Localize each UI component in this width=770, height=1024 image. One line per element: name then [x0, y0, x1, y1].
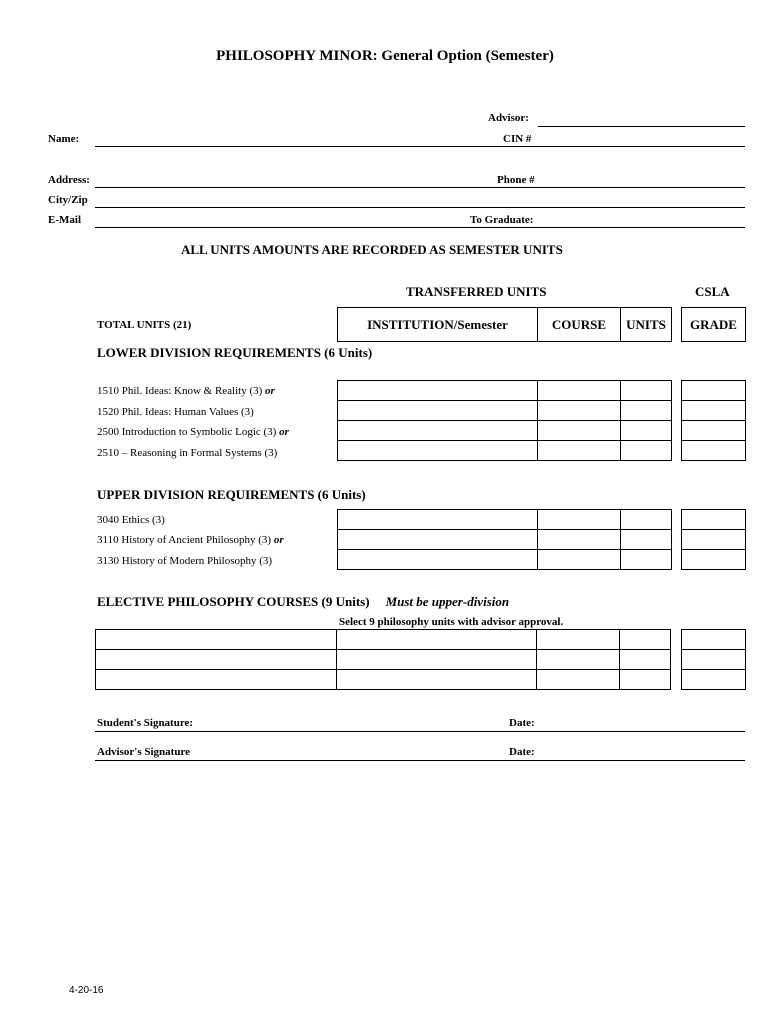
grid-cell[interactable]: [96, 630, 337, 650]
grid-cell[interactable]: [537, 670, 620, 690]
units-header: UNITS: [620, 307, 672, 342]
grid-cell[interactable]: [538, 530, 621, 550]
grid-cell[interactable]: [538, 401, 621, 421]
upper-division-title: UPPER DIVISION REQUIREMENTS (6 Units): [97, 487, 366, 502]
name-label: Name:: [48, 133, 80, 145]
city-zip-field[interactable]: [95, 207, 745, 208]
grade-cell[interactable]: [682, 530, 746, 550]
lower-course-2: 1520 Phil. Ideas: Human Values (3): [97, 406, 254, 418]
grid-cell[interactable]: [620, 650, 671, 670]
lower-division-grade-grid: [681, 380, 746, 461]
grid-cell[interactable]: [538, 510, 621, 530]
grade-header: GRADE: [681, 307, 746, 342]
grade-cell[interactable]: [682, 670, 746, 690]
grid-cell[interactable]: [621, 530, 672, 550]
grid-cell[interactable]: [338, 421, 538, 441]
grid-cell[interactable]: [538, 441, 621, 461]
upper-course-1: 3040 Ethics (3): [97, 514, 165, 526]
grade-cell[interactable]: [682, 630, 746, 650]
revision-date: 4-20-16: [69, 985, 104, 996]
grid-cell[interactable]: [338, 550, 538, 570]
grid-cell[interactable]: [538, 421, 621, 441]
email-field[interactable]: [95, 227, 745, 228]
elective-title: ELECTIVE PHILOSOPHY COURSES (9 Units) Must be upper-division: [97, 594, 510, 609]
cin-label: CIN #: [503, 133, 532, 145]
grid-cell[interactable]: [337, 630, 537, 650]
grid-cell[interactable]: [337, 650, 537, 670]
grid-cell[interactable]: [621, 510, 672, 530]
grade-cell[interactable]: [682, 381, 746, 401]
grade-cell[interactable]: [682, 550, 746, 570]
lower-course-1: 1510 Phil. Ideas: Know & Reality (3) or: [97, 385, 275, 397]
lower-division-grid: [337, 380, 672, 461]
address-label: Address:: [48, 174, 90, 186]
advisor-signature-label: Advisor's Signature: [97, 746, 191, 758]
lower-course-3: 2500 Introduction to Symbolic Logic (3) or: [97, 426, 289, 438]
student-signature-label: Student's Signature:: [97, 717, 194, 729]
page-title: PHILOSOPHY MINOR: General Option (Semester): [216, 48, 554, 64]
grade-cell[interactable]: [682, 401, 746, 421]
upper-course-2: 3110 History of Ancient Philosophy (3) or: [97, 534, 284, 546]
upper-course-3: 3130 History of Modern Philosophy (3): [97, 555, 273, 567]
grid-cell[interactable]: [338, 381, 538, 401]
email-label: E-Mail: [48, 214, 81, 226]
grid-cell[interactable]: [621, 421, 672, 441]
grid-cell[interactable]: [537, 630, 620, 650]
lower-division-title: LOWER DIVISION REQUIREMENTS (6 Units): [97, 345, 373, 360]
total-units-label: TOTAL UNITS (21): [97, 319, 192, 331]
grade-cell[interactable]: [682, 441, 746, 461]
course-header: COURSE: [537, 307, 621, 342]
grid-cell[interactable]: [338, 441, 538, 461]
grid-cell[interactable]: [338, 401, 538, 421]
csla-header: CSLA: [695, 284, 730, 299]
student-signature-field[interactable]: [95, 731, 745, 732]
grid-cell[interactable]: [621, 381, 672, 401]
grid-cell[interactable]: [538, 381, 621, 401]
grid-cell[interactable]: [621, 550, 672, 570]
city-zip-label: City/Zip: [48, 194, 88, 206]
grid-cell[interactable]: [338, 530, 538, 550]
elective-grid: [95, 629, 671, 690]
grid-cell[interactable]: [538, 550, 621, 570]
grid-cell[interactable]: [621, 441, 672, 461]
transferred-units-header: TRANSFERRED UNITS: [406, 284, 547, 299]
grid-cell[interactable]: [620, 630, 671, 650]
grid-cell[interactable]: [96, 650, 337, 670]
advisor-label: Advisor:: [488, 112, 529, 124]
upper-division-grade-grid: [681, 509, 746, 570]
elective-note: Must be upper-division: [385, 594, 510, 609]
units-notice: ALL UNITS AMOUNTS ARE RECORDED AS SEMESTER UNITS: [181, 242, 563, 257]
name-field[interactable]: [95, 146, 745, 147]
address-field[interactable]: [95, 187, 745, 188]
grid-cell[interactable]: [621, 401, 672, 421]
grade-cell[interactable]: [682, 421, 746, 441]
advisor-date-label: Date:: [509, 746, 535, 758]
advisor-signature-field[interactable]: [95, 760, 745, 761]
grid-cell[interactable]: [537, 650, 620, 670]
to-graduate-label: To Graduate:: [470, 214, 534, 226]
phone-label: Phone #: [497, 174, 535, 186]
elective-grade-grid: [681, 629, 746, 690]
institution-header: INSTITUTION/Semester: [337, 307, 538, 342]
grade-cell[interactable]: [682, 510, 746, 530]
elective-instruction: Select 9 philosophy units with advisor approval.: [339, 616, 564, 628]
advisor-field[interactable]: [538, 126, 745, 127]
lower-course-4: 2510 – Reasoning in Formal Systems (3): [97, 447, 278, 459]
grid-cell[interactable]: [96, 670, 337, 690]
grid-cell[interactable]: [620, 670, 671, 690]
grid-cell[interactable]: [338, 510, 538, 530]
student-date-label: Date:: [509, 717, 535, 729]
grade-cell[interactable]: [682, 650, 746, 670]
upper-division-grid: [337, 509, 672, 570]
grid-cell[interactable]: [337, 670, 537, 690]
